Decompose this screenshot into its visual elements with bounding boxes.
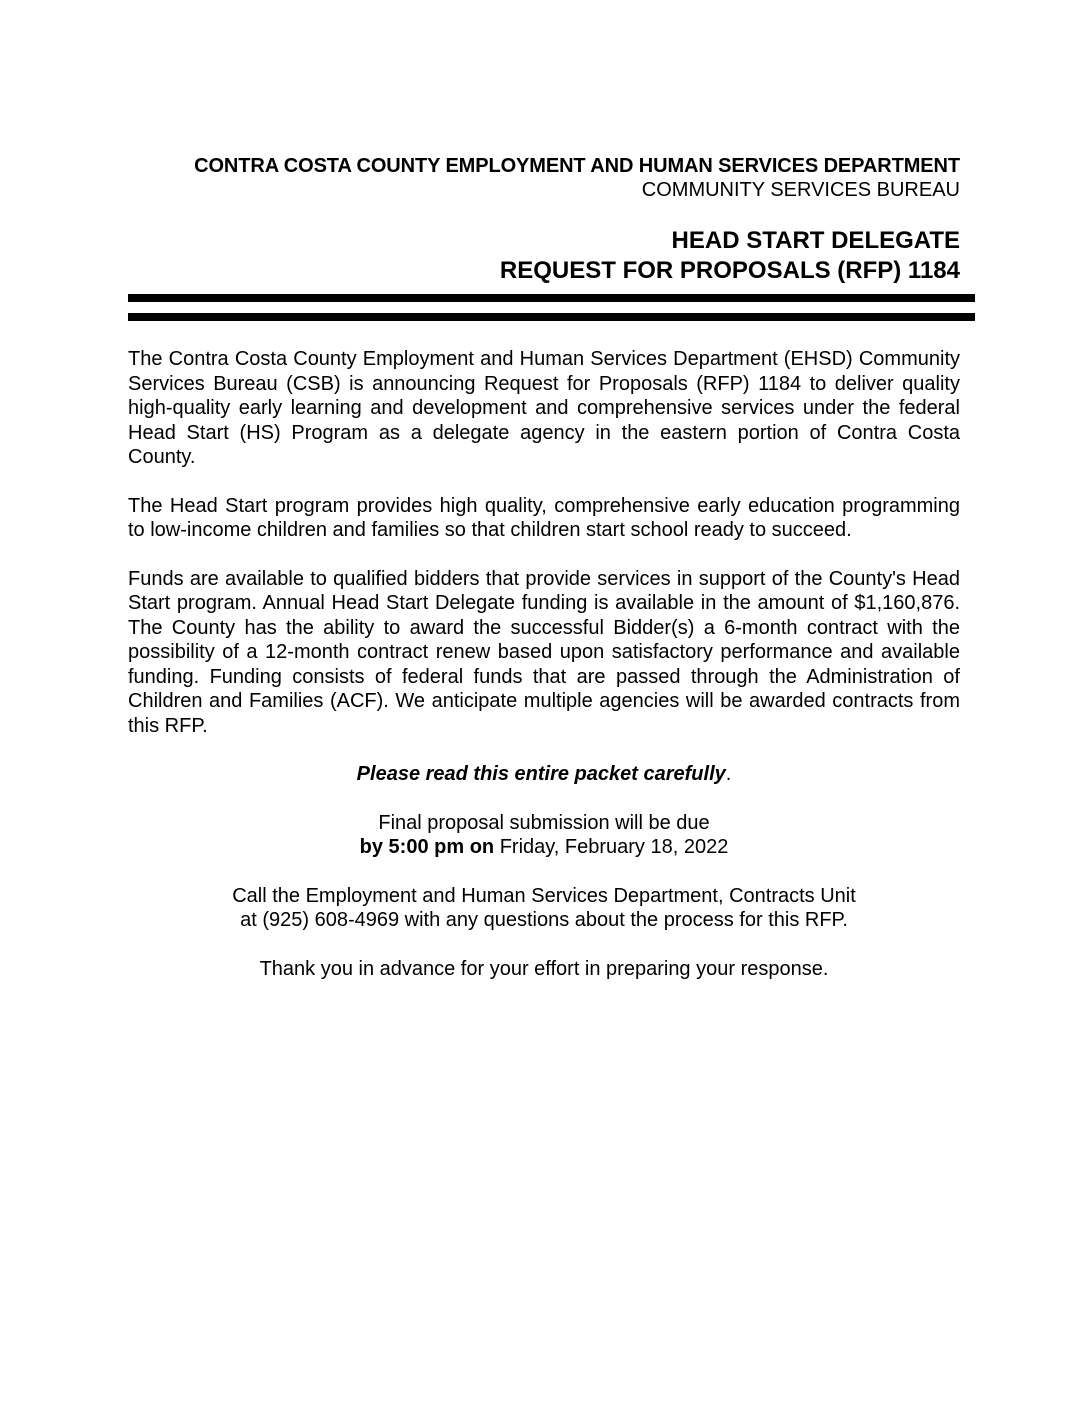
read-notice [128,762,960,787]
document-title [128,226,960,286]
title-divider-top [128,294,975,302]
due-date-notice [128,811,960,860]
contact-line-1: Call the Employment and Human Services Department, Contracts Unit [232,884,856,907]
intro-paragraph: The Contra Costa County Employment and Human Services Department (EHSD) Community Services Bureau (CSB) is announcing Request for Proposals (RFP) 1184 to deliver quality high-quality early learning and development and comprehensive services under the federal Head Start (HS) Program as a delegate agency in the eastern portion of Contra Costa County. [128,348,960,468]
title-line-1: HEAD START DELEGATE [671,227,960,254]
read-notice-emphasis: Please read this entire packet carefully [356,763,726,785]
title-line-2: REQUEST FOR PROPOSALS (RFP) 1184 [499,257,960,284]
due-date: Friday, February 18, 2022 [494,836,729,858]
bureau-name: COMMUNITY SERVICES BUREAU [641,179,960,201]
department-name: CONTRA COSTA COUNTY EMPLOYMENT AND HUMAN SERVICES DEPARTMENT [194,155,960,177]
due-time: by 5:00 pm on [359,836,495,858]
document-body [128,347,960,981]
document-header [128,154,960,202]
contact-notice [128,884,960,933]
closing-note: Thank you in advance for your effort in preparing your response. [259,957,829,980]
contact-line-2: at (925) 608-4969 with any questions about the process for this RFP. [240,909,848,931]
due-line-2 [128,835,960,860]
due-line-1: Final proposal submission will be due [378,811,710,834]
program-paragraph: The Head Start program provides high quality, comprehensive early education programming to low-income children and families so that children start school ready to succeed. [128,494,960,541]
funding-paragraph: Funds are available to qualified bidders that provide services in support of the County's Head Start program. Annual Head Start Delegate funding is available in the amount of $1,160,876. The County has the ability to award the successful Bidder(s) a 6-month contract with the possibility of a 12-month contract renew based upon satisfactory performance and available funding. Funding consists of federal funds that are passed through the Administration of Children and Families (ACF). We anticipate multiple agencies will be awarded contracts from this RFP. [128,567,960,737]
title-divider-bottom [128,313,975,321]
read-notice-period: . [725,763,732,785]
